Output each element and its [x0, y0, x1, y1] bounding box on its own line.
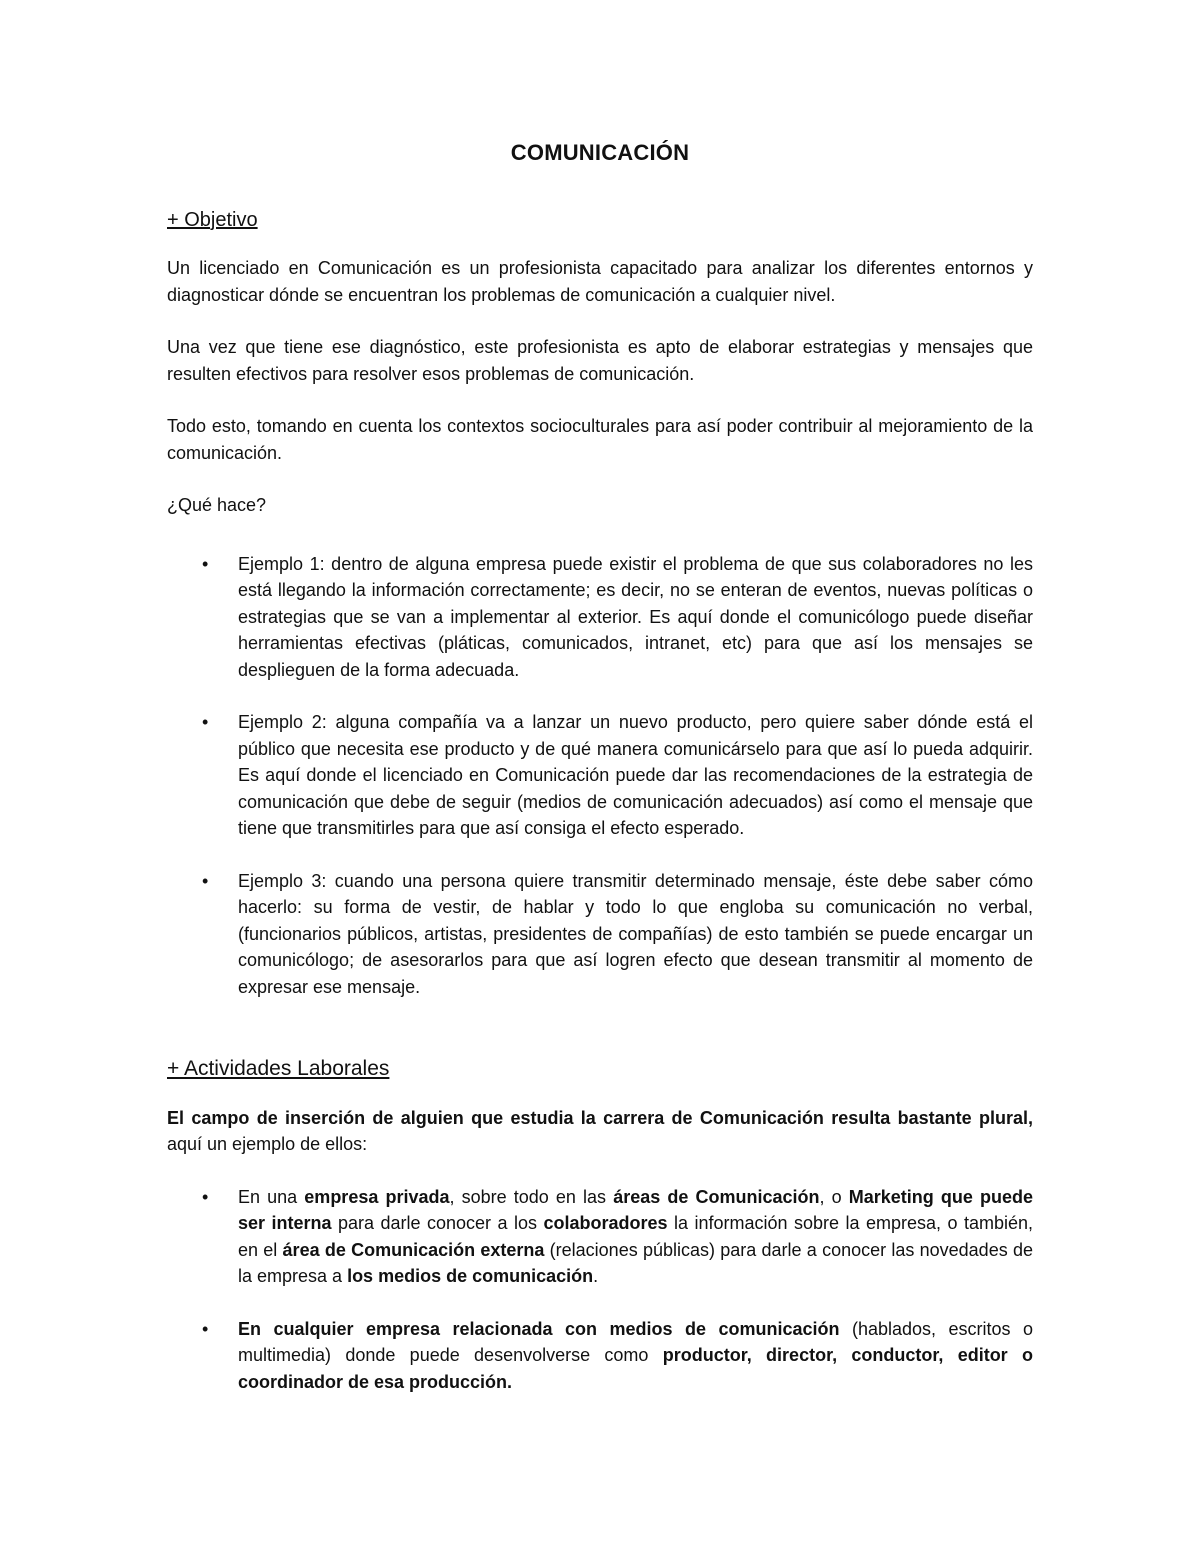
bullet-icon: • — [202, 553, 209, 574]
actividades-list — [167, 1184, 1033, 1396]
paragraph-3: Todo esto, tomando en cuenta los contextos socioculturales para así poder contribuir al mejoramiento de la comunicación. — [167, 416, 1033, 463]
bullet-icon: • — [202, 1186, 209, 1207]
bullet-icon: • — [202, 712, 209, 732]
intro-bold-text: El campo de inserción de alguien que estudia la carrera de Comunicación resulta bastante plural, — [167, 1107, 1033, 1128]
bullet-icon: • — [202, 870, 209, 891]
spacer — [167, 1026, 1033, 1056]
paragraph-2: Una vez que tiene ese diagnóstico, este profesionista es apto de elaborar estrategias y mensajes que resulten efectivos para resolver esos problemas de comunicación. — [167, 337, 1033, 384]
list-item-medios-comunicacion — [167, 1316, 1033, 1396]
examples-list — [167, 551, 1033, 1001]
section-heading-actividades: + Actividades Laborales — [167, 1057, 390, 1080]
item-1-text: En una empresa privada, sobre todo en las áreas de Comunicación, o Marketing que puede ser interna para darle conocer a los colaboradores la información sobre la empresa, o también, en el área de Comunicación externa (relaciones públicas) para darle a conocer las novedades de la empresa a los medios de comunicación. — [238, 1186, 1034, 1286]
list-item-example-1 — [167, 551, 1033, 684]
intro-rest-text: aquí un ejemplo de ellos: — [167, 1134, 368, 1154]
item-2-text: En cualquier empresa relacionada con medios de comunicación (hablados, escritos o multimedia) donde puede desenvolverse como productor, director, conductor, editor o coordinador de esa producción. — [238, 1318, 1033, 1392]
actividades-intro — [167, 1105, 1033, 1158]
example-3-text: Ejemplo 3: cuando una persona quiere transmitir determinado mensaje, éste debe saber cómo hacerlo: su forma de vestir, de hablar y todo lo que engloba su comunicación no verbal, (funcionarios públicos, artistas, presidentes de compañías) de esto también se puede encargar un comunicólogo; de asesorarlos para que así logren efecto que desean transmitir al momento de expresar ese mensaje. — [238, 870, 1033, 997]
list-item-empresa-privada — [167, 1184, 1033, 1290]
example-1-text: Ejemplo 1: dentro de alguna empresa puede existir el problema de que sus colaboradores no les está llegando la información correctamente; es decir, no se enteran de eventos, nuevas políticas o estrategias que se van a implementar al exterior. Es aquí donde el comunicólogo puede diseñar herramientas efectivas (pláticas, comunicados, intranet, etc) para que así los mensajes se desplieguen de la forma adecuada. — [238, 553, 1033, 680]
example-2-text: Ejemplo 2: alguna compañía va a lanzar un nuevo producto, pero quiere saber dónde está el público que necesita ese producto y de qué manera comunicárselo para que así lo pueda adquirir. Es aquí donde el licenciado en Comunicación puede dar las recomendaciones de la estrategia de comunicación que debe de seguir (medios de comunicación adecuados) así como el mensaje que tiene que transmitirles para que así consiga el efecto esperado. — [238, 712, 1033, 838]
bullet-icon: • — [202, 1318, 209, 1339]
section-heading-objetivo: + Objetivo — [167, 208, 258, 231]
document-content — [167, 140, 1033, 1421]
list-item-example-2 — [167, 709, 1033, 842]
paragraph-1: Un licenciado en Comunicación es un profesionista capacitado para analizar los diferentes entornos y diagnosticar dónde se encuentran los problemas de comunicación a cualquier nivel. — [167, 258, 1033, 305]
question-que-hace: ¿Qué hace? — [167, 495, 267, 515]
list-item-example-3 — [167, 868, 1033, 1001]
document-title: COMUNICACIÓN — [510, 140, 690, 165]
